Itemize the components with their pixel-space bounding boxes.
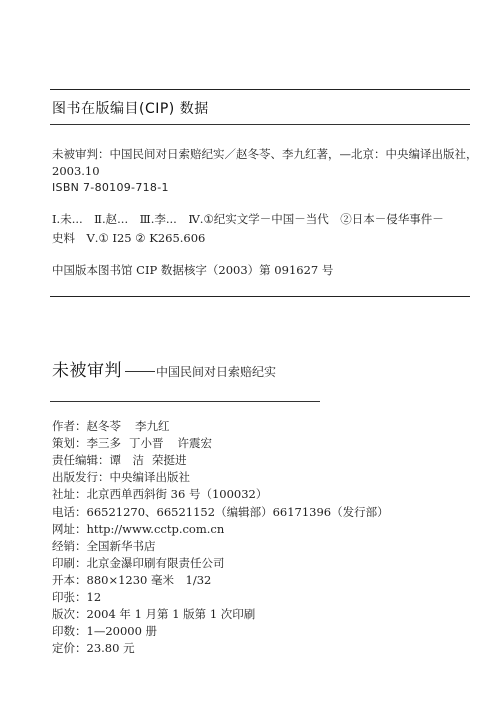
- book-subtitle: 中国民间对日索赔纪实: [156, 365, 277, 379]
- book-title: 未被审判: [52, 361, 122, 381]
- cip-record-number: 中国版本图书馆 CIP 数据核字（2003）第 091627 号: [52, 263, 334, 277]
- planner-line: [52, 435, 212, 451]
- author-line: [52, 418, 170, 434]
- editor-label: 责任编辑：: [52, 453, 110, 467]
- planner-name: 李三多: [86, 436, 121, 450]
- price-line: 定价：23.80 元: [52, 641, 135, 655]
- editor-line: [52, 452, 187, 468]
- book-title-row: [52, 356, 276, 381]
- cip-subjects-line-1: Ⅰ.未... Ⅱ.赵... Ⅲ.李... Ⅳ.①纪实文学－中国－当代 ②日本－侵华事件－: [52, 212, 444, 226]
- editor-name: 谭 洁: [109, 453, 144, 467]
- printer-line: 印刷：北京金瀑印刷有限责任公司: [52, 556, 225, 570]
- author-name: 李九红: [135, 419, 170, 433]
- print-run-line: 印数：1—20000 册: [52, 624, 158, 638]
- phone-line: 电话：66521270、66521152（编辑部）66171396（发行部）: [52, 505, 389, 519]
- planner-label: 策划：: [52, 436, 87, 450]
- cip-heading-rule: [50, 124, 470, 125]
- cip-isbn: ISBN 7-80109-718-1: [52, 181, 169, 194]
- planner-name: 丁小晋: [129, 436, 164, 450]
- cip-subjects-line-2: 史料 Ⅴ.① I25 ② K265.606: [52, 231, 206, 245]
- colophon-rule: [50, 401, 320, 402]
- cip-bottom-rule: [50, 296, 470, 297]
- author-label: 作者：: [52, 419, 87, 433]
- planner-name: 许震宏: [177, 436, 212, 450]
- cip-entry-line-2: 2003.10: [52, 164, 100, 178]
- publisher-line: 出版发行：中央编译出版社: [52, 470, 190, 484]
- title-dash: [125, 371, 155, 372]
- address-line: 社址：北京西单西斜街 36 号（100032）: [52, 487, 268, 501]
- website-line: 网址：http://www.cctp.com.cn: [52, 522, 225, 536]
- cip-top-rule: [50, 89, 470, 90]
- edition-line: 版次：2004 年 1 月第 1 版第 1 次印刷: [52, 607, 256, 621]
- sheets-line: 印张：12: [52, 590, 102, 604]
- cip-heading: 图书在版编目(CIP) 数据: [52, 101, 209, 117]
- cip-entry-line-1: 未被审判：中国民间对日索赔纪实／赵冬苓、李九红著，—北京：中央编译出版社，: [52, 147, 478, 161]
- format-line: 开本：880×1230 毫米 1/32: [52, 573, 212, 587]
- editor-name: 荣挺进: [152, 453, 187, 467]
- distributor-line: 经销：全国新华书店: [52, 539, 156, 553]
- author-name: 赵冬苓: [86, 419, 121, 433]
